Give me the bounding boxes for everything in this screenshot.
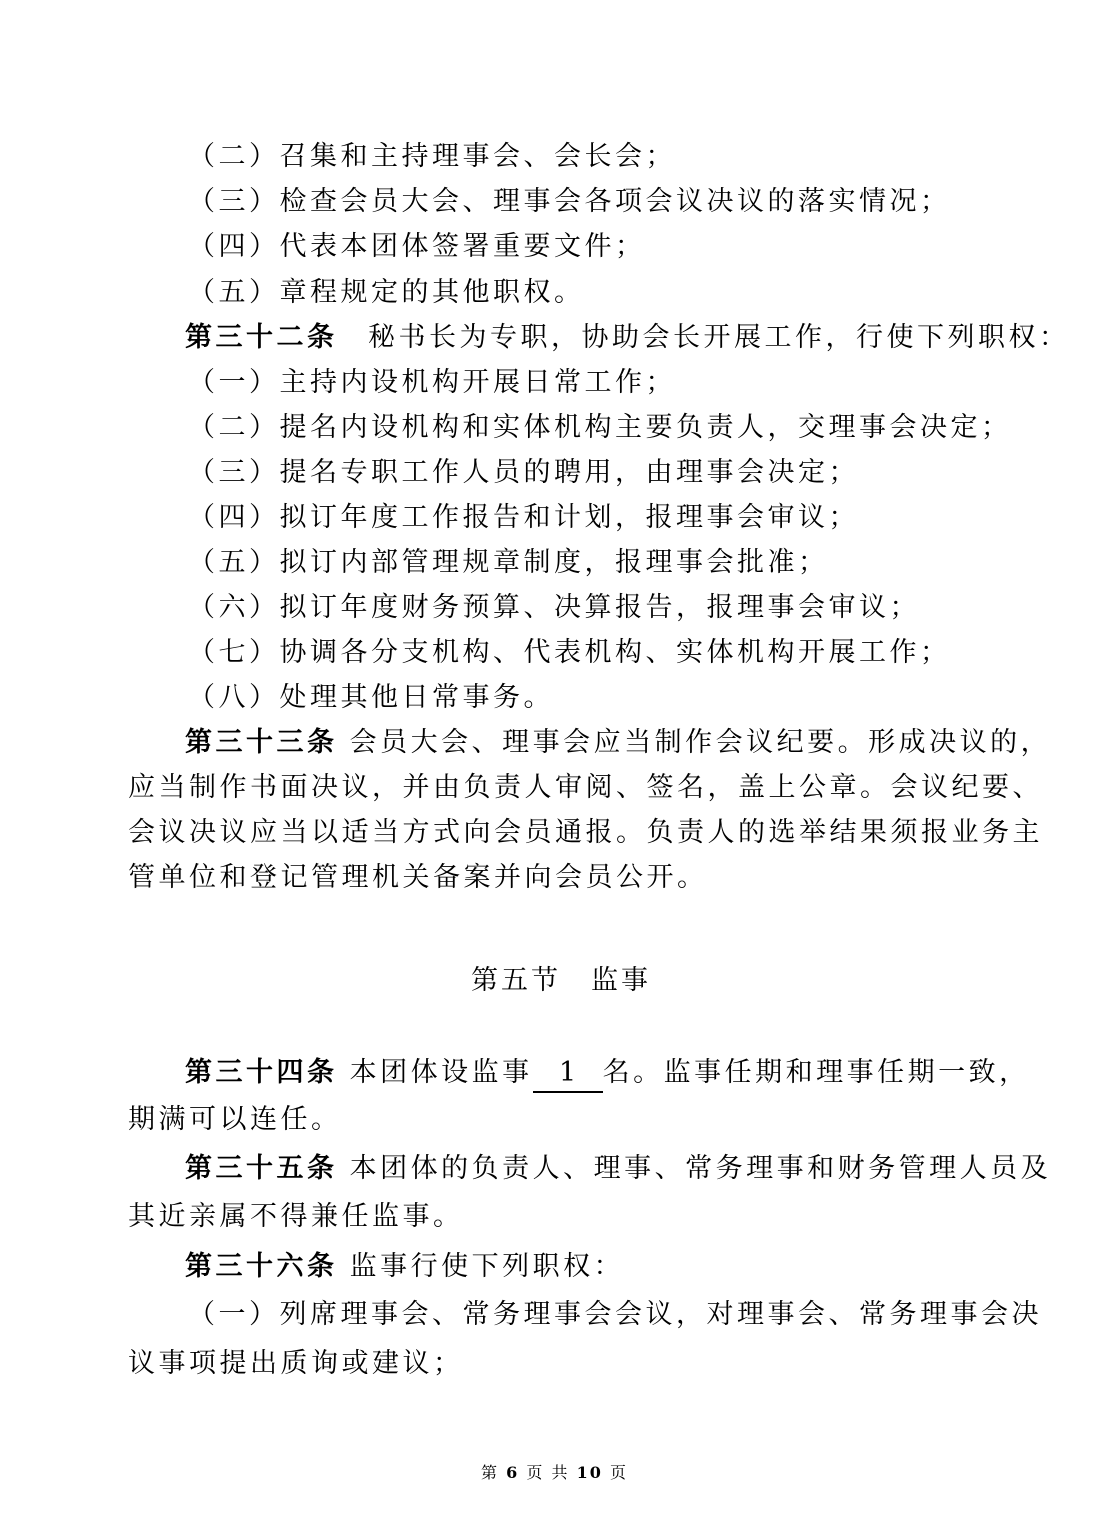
article-33-line: 第三十三条 会员大会、理事会应当制作会议纪要。形成决议的， (185, 727, 1052, 758)
article-35-line: 第三十五条 本团体的负责人、理事、常务理事和财务管理人员及 (185, 1153, 1052, 1184)
list-item: （八）处理其他日常事务。 (188, 682, 554, 713)
section-heading: 第五节 监事 (471, 965, 651, 996)
page-footer: 第 6 页 共 10 页 (481, 1463, 628, 1482)
list-item: （三）提名专职工作人员的聘用，由理事会决定； (188, 457, 859, 488)
list-item: （七）协调各分支机构、代表机构、实体机构开展工作； (188, 637, 951, 668)
list-item: （三）检查会员大会、理事会各项会议决议的落实情况； (188, 186, 951, 217)
article-34-line: 期满可以连任。 (128, 1104, 342, 1135)
article-label: 第三十二条 (185, 322, 338, 353)
list-item: （一）主持内设机构开展日常工作； (188, 367, 676, 398)
article-label: 第三十六条 (185, 1251, 338, 1282)
list-item: （一）列席理事会、常务理事会会议，对理事会、常务理事会决 (188, 1299, 1042, 1330)
supervisor-count: 1 (533, 1055, 603, 1093)
article-label: 第三十四条 (185, 1057, 338, 1088)
list-item: 议事项提出质询或建议； (128, 1348, 464, 1379)
article-label: 第三十三条 (185, 727, 338, 758)
article-36-line: 第三十六条 监事行使下列职权： (185, 1251, 625, 1282)
list-item: （二）提名内设机构和实体机构主要负责人，交理事会决定； (188, 412, 1012, 443)
article-33-line: 管单位和登记管理机关备案并向会员公开。 (128, 862, 708, 893)
list-item: （四）拟订年度工作报告和计划，报理事会审议； (188, 502, 859, 533)
list-item: （五）拟订内部管理规章制度，报理事会批准； (188, 547, 829, 578)
article-33-line: 会议决议应当以适当方式向会员通报。负责人的选举结果须报业务主 (128, 817, 1043, 848)
page-total: 10 (576, 1463, 603, 1482)
list-item: （四）代表本团体签署重要文件； (188, 231, 646, 262)
list-item: （二）召集和主持理事会、会长会； (188, 141, 676, 172)
list-item: （六）拟订年度财务预算、决算报告，报理事会审议； (188, 592, 920, 623)
article-35-line: 其近亲属不得兼任监事。 (128, 1201, 464, 1232)
article-32-paragraph (185, 320, 1070, 356)
article-33-line: 应当制作书面决议，并由负责人审阅、签名，盖上公章。会议纪要、 (128, 772, 1043, 803)
article-label: 第三十五条 (185, 1153, 338, 1184)
article-34-line: 第三十四条 本团体设监事 1 名。监事任期和理事任期一致， (185, 1055, 1030, 1093)
list-item: （五）章程规定的其他职权。 (188, 277, 585, 308)
page-number: 6 (506, 1463, 520, 1482)
article-text: 秘书长为专职，协助会长开展工作，行使下列职权： (368, 322, 1070, 353)
